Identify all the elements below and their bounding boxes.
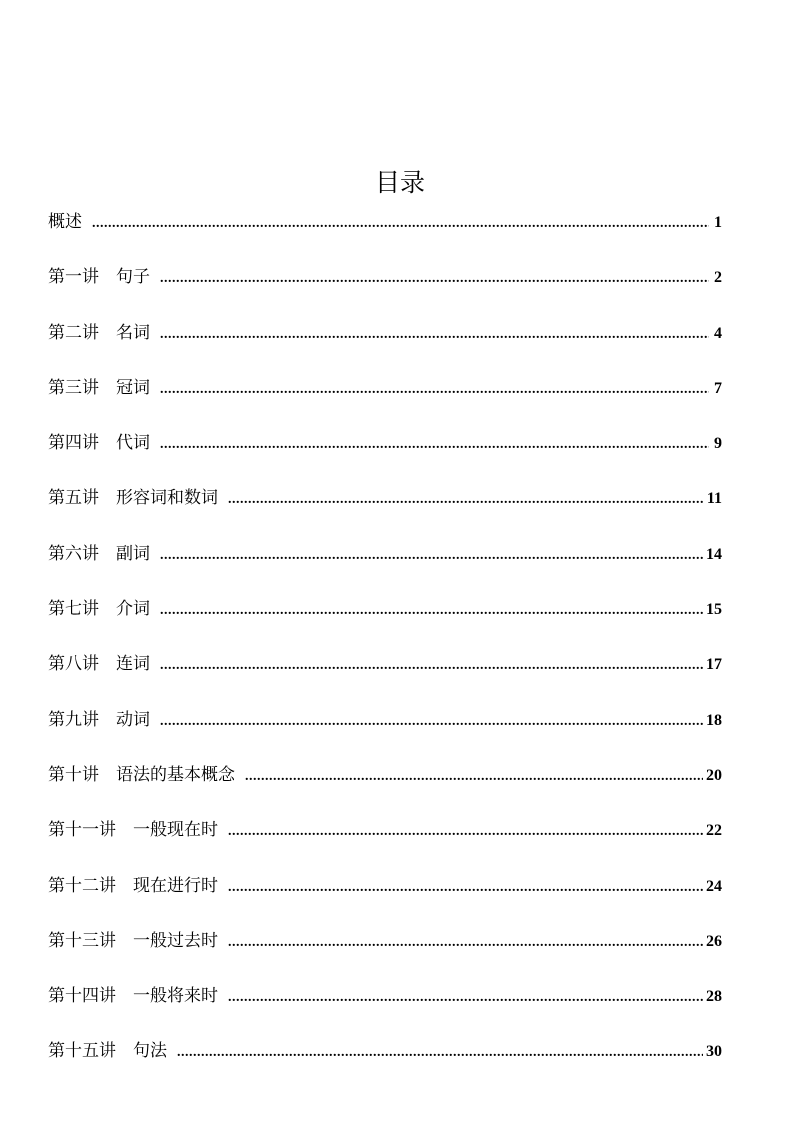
toc-entry[interactable]: [48, 480, 722, 535]
toc-entry-page-number: 9: [714, 435, 722, 453]
toc-entry-label: 第三讲 冠词: [48, 377, 150, 398]
dot-leader: [160, 261, 709, 297]
toc-entry-page-number: 17: [706, 656, 722, 674]
toc-entry-label: 第四讲 代词: [48, 433, 150, 454]
toc-entry-label: 第六讲 副词: [48, 543, 150, 564]
dot-leader: [160, 372, 709, 408]
toc-entry[interactable]: [48, 536, 722, 591]
dot-leader: [228, 925, 703, 961]
dot-leader: [160, 648, 703, 684]
toc-entry[interactable]: [48, 757, 722, 812]
toc-entry-page-number: 11: [706, 490, 722, 508]
dot-leader: [228, 814, 703, 850]
toc-entry-label: 第十三讲 一般过去时: [48, 930, 218, 951]
toc-entry-page-number: 2: [714, 269, 722, 287]
toc-entry-page-number: 7: [714, 379, 722, 397]
page-title: 目录: [374, 167, 425, 197]
toc-entry[interactable]: [48, 204, 722, 259]
dot-leader: [160, 593, 703, 629]
toc-entry[interactable]: [48, 646, 722, 701]
toc-entry[interactable]: [48, 259, 722, 314]
toc-entry[interactable]: [48, 923, 722, 978]
dot-leader: [228, 482, 704, 518]
toc-entry-label: 第十讲 语法的基本概念: [48, 764, 235, 785]
toc-entry-label: 第二讲 名词: [48, 322, 150, 343]
toc-entry-page-number: 30: [706, 1043, 722, 1061]
toc-entry-label: 第一讲 句子: [48, 267, 150, 288]
toc-entry-page-number: 4: [714, 324, 722, 342]
toc-entry-label: 第十二讲 现在进行时: [48, 875, 218, 896]
toc-entry[interactable]: [48, 370, 722, 425]
toc-entry[interactable]: [48, 978, 722, 1033]
toc-entry-page-number: 26: [706, 932, 722, 950]
toc-entry[interactable]: [48, 315, 722, 370]
dot-leader: [228, 980, 703, 1016]
dot-leader: [92, 206, 709, 242]
toc-entry-label: 第五讲 形容词和数词: [48, 488, 218, 509]
toc-entry-page-number: 18: [706, 711, 722, 729]
toc-entry-label: 第十一讲 一般现在时: [48, 820, 218, 841]
toc-entry-label: 第九讲 动词: [48, 709, 150, 730]
table-of-contents: [48, 204, 722, 1089]
dot-leader: [160, 538, 703, 574]
dot-leader: [160, 317, 709, 353]
toc-entry-label: 第十五讲 句法: [48, 1041, 167, 1062]
toc-entry[interactable]: [48, 591, 722, 646]
toc-entry[interactable]: [48, 868, 722, 923]
toc-entry-page-number: 20: [706, 766, 722, 784]
dot-leader: [245, 759, 703, 795]
dot-leader: [228, 870, 703, 906]
toc-entry-page-number: 24: [706, 877, 722, 895]
toc-entry[interactable]: [48, 812, 722, 867]
toc-entry-label: 第八讲 连词: [48, 654, 150, 675]
dot-leader: [177, 1035, 703, 1071]
toc-entry-page-number: 15: [706, 601, 722, 619]
toc-entry-page-number: 22: [706, 822, 722, 840]
toc-entry[interactable]: [48, 702, 722, 757]
toc-entry-page-number: 28: [706, 988, 722, 1006]
toc-entry-label: 第十四讲 一般将来时: [48, 986, 218, 1007]
dot-leader: [160, 427, 709, 463]
toc-entry-label: 概述: [48, 212, 82, 232]
dot-leader: [160, 704, 703, 740]
toc-entry-page-number: 1: [714, 214, 722, 231]
toc-entry-label: 第七讲 介词: [48, 599, 150, 620]
toc-entry-page-number: 14: [706, 545, 722, 563]
toc-entry[interactable]: [48, 425, 722, 480]
toc-entry[interactable]: [48, 1033, 722, 1088]
